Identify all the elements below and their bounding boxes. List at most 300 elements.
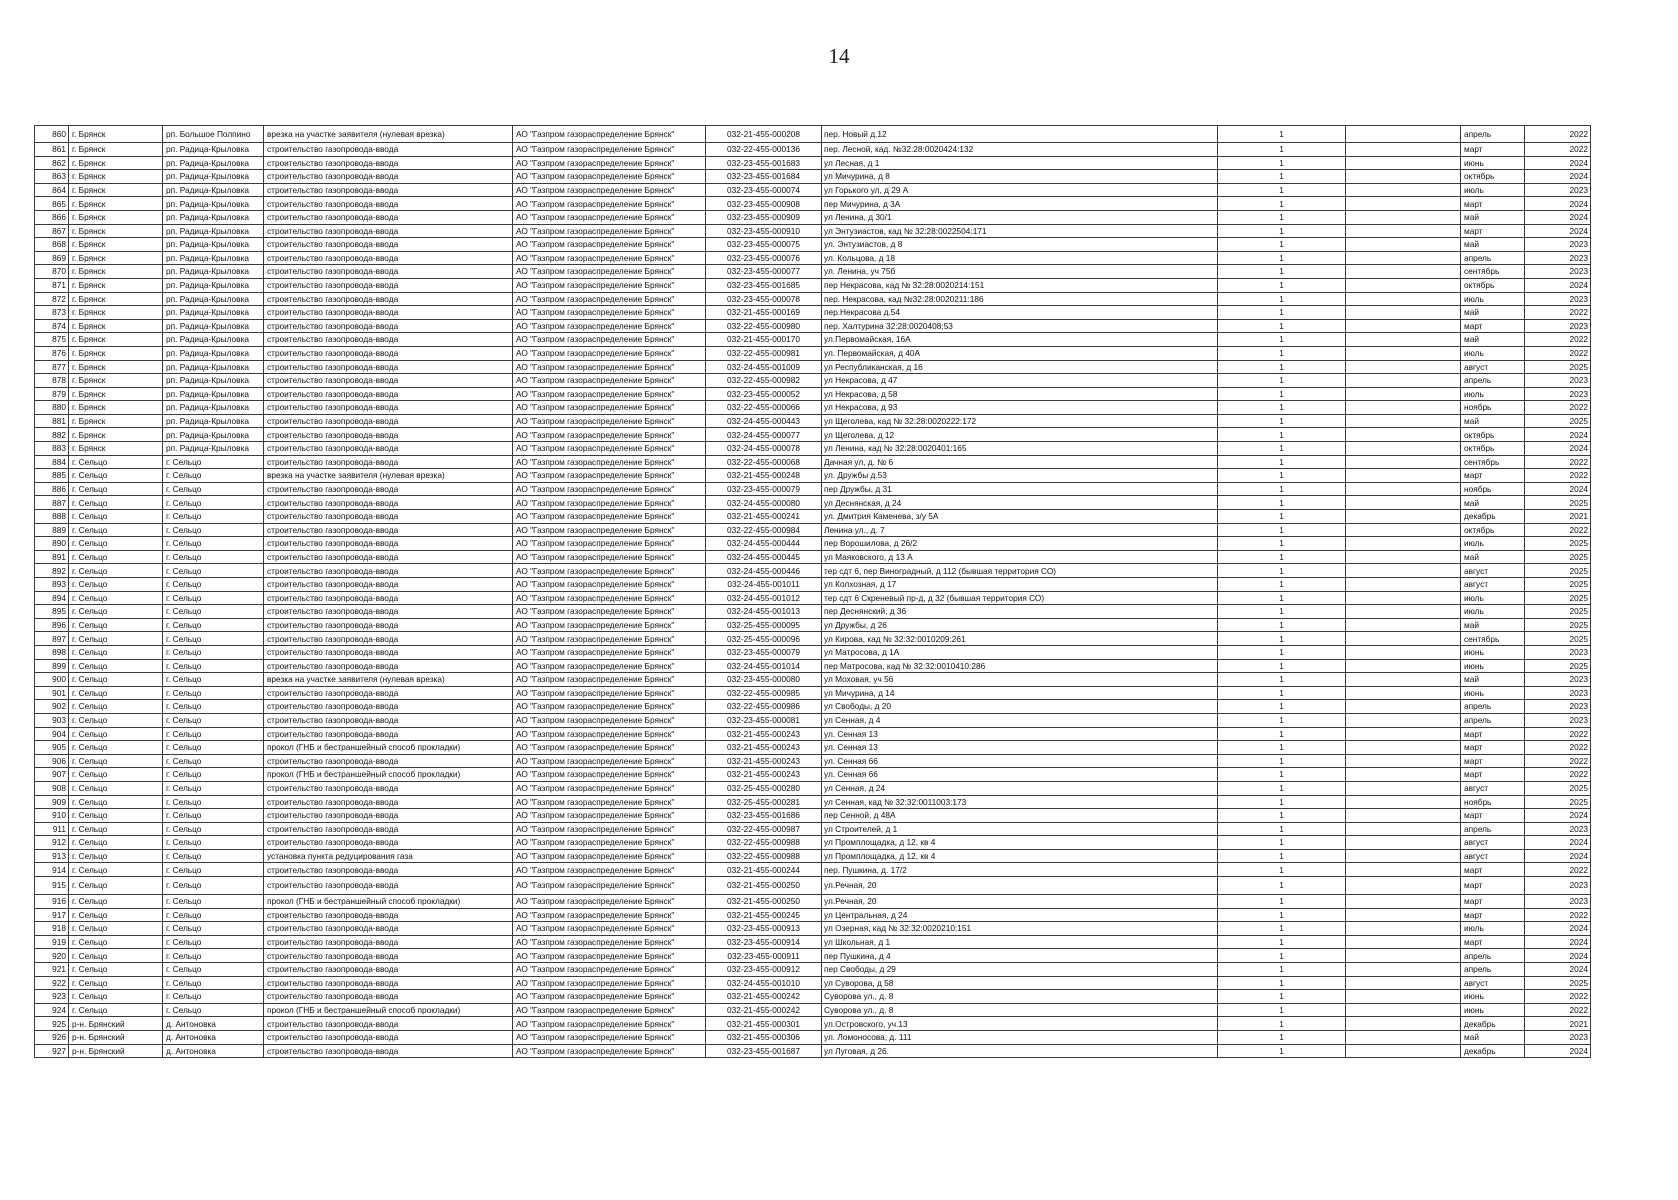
table-row [35, 877, 1591, 895]
row-number-cell: 907 [35, 768, 69, 782]
work-type-cell: строительство газопровода-ввода [264, 278, 513, 292]
year-cell: 2023 [1525, 292, 1591, 306]
address-cell: ул Мичурина, д 8 [822, 170, 1218, 184]
row-number-cell: 890 [35, 537, 69, 551]
row-number-cell: 884 [35, 455, 69, 469]
month-cell: март [1461, 908, 1525, 922]
address-cell: ул Ленина, кад № 32:28:0020401:165 [822, 442, 1218, 456]
quantity-cell: 1 [1218, 251, 1346, 265]
address-cell: пер. Халтурина 32:28:0020408:53 [822, 319, 1218, 333]
row-number-cell: 872 [35, 292, 69, 306]
address-cell: пер. Новый д.12 [822, 126, 1218, 143]
quantity-cell: 1 [1218, 374, 1346, 388]
row-number-cell: 893 [35, 578, 69, 592]
year-cell: 2025 [1525, 618, 1591, 632]
table-body [35, 126, 1591, 1058]
quantity-cell: 1 [1218, 455, 1346, 469]
organization-cell: АО "Газпром газораспределение Брянск" [513, 170, 706, 184]
organization-cell: АО "Газпром газораспределение Брянск" [513, 922, 706, 936]
empty-cell [1346, 265, 1461, 279]
year-cell: 2025 [1525, 605, 1591, 619]
address-cell: ул Свободы, д 20 [822, 700, 1218, 714]
locality-cell: рп. Радица-Крыловка [163, 360, 264, 374]
permit-number-cell: 032-22-455-000985 [706, 686, 822, 700]
organization-cell: АО "Газпром газораспределение Брянск" [513, 455, 706, 469]
row-number-cell: 875 [35, 333, 69, 347]
district-cell: г. Сельцо [69, 990, 163, 1004]
permit-number-cell: 032-23-455-000914 [706, 935, 822, 949]
permit-number-cell: 032-22-455-000066 [706, 401, 822, 415]
locality-cell: рп. Радица-Крыловка [163, 156, 264, 170]
locality-cell: г. Сельцо [163, 523, 264, 537]
work-type-cell: строительство газопровода-ввода [264, 618, 513, 632]
permit-number-cell: 032-23-455-001687 [706, 1044, 822, 1058]
row-number-cell: 918 [35, 922, 69, 936]
table-row [35, 550, 1591, 564]
locality-cell: рп. Радица-Крыловка [163, 278, 264, 292]
row-number-cell: 886 [35, 482, 69, 496]
empty-cell [1346, 319, 1461, 333]
year-cell: 2023 [1525, 1031, 1591, 1045]
organization-cell: АО "Газпром газораспределение Брянск" [513, 754, 706, 768]
year-cell: 2025 [1525, 578, 1591, 592]
district-cell: г. Сельцо [69, 949, 163, 963]
permit-number-cell: 032-21-455-000301 [706, 1017, 822, 1031]
address-cell: ул Лесная, д 1 [822, 156, 1218, 170]
locality-cell: рп. Радица-Крыловка [163, 238, 264, 252]
locality-cell: рп. Радица-Крыловка [163, 210, 264, 224]
table-row [35, 1031, 1591, 1045]
work-type-cell: строительство газопровода-ввода [264, 251, 513, 265]
empty-cell [1346, 591, 1461, 605]
year-cell: 2023 [1525, 387, 1591, 401]
work-type-cell: строительство газопровода-ввода [264, 990, 513, 1004]
address-cell: ул Озерная, кад № 32:32:0020210:151 [822, 922, 1218, 936]
work-type-cell: строительство газопровода-ввода [264, 863, 513, 877]
organization-cell: АО "Газпром газораспределение Брянск" [513, 537, 706, 551]
district-cell: г. Брянск [69, 346, 163, 360]
permit-number-cell: 032-22-455-000986 [706, 700, 822, 714]
quantity-cell: 1 [1218, 360, 1346, 374]
row-number-cell: 920 [35, 949, 69, 963]
quantity-cell: 1 [1218, 238, 1346, 252]
address-cell: Ленина ул., д. 7 [822, 523, 1218, 537]
address-cell: Суворова ул., д. 8 [822, 990, 1218, 1004]
year-cell: 2022 [1525, 908, 1591, 922]
table-row [35, 836, 1591, 850]
table-row [35, 849, 1591, 863]
year-cell: 2025 [1525, 976, 1591, 990]
row-number-cell: 867 [35, 224, 69, 238]
row-number-cell: 873 [35, 306, 69, 320]
locality-cell: г. Сельцо [163, 935, 264, 949]
month-cell: май [1461, 210, 1525, 224]
organization-cell: АО "Газпром газораспределение Брянск" [513, 374, 706, 388]
month-cell: август [1461, 360, 1525, 374]
permit-number-cell: 032-23-455-000910 [706, 224, 822, 238]
address-cell: ул Моховая, уч 56 [822, 673, 1218, 687]
permit-number-cell: 032-24-455-000078 [706, 442, 822, 456]
month-cell: май [1461, 673, 1525, 687]
empty-cell [1346, 990, 1461, 1004]
district-cell: г. Брянск [69, 156, 163, 170]
table-row [35, 659, 1591, 673]
district-cell: г. Сельцо [69, 1003, 163, 1017]
organization-cell: АО "Газпром газораспределение Брянск" [513, 591, 706, 605]
locality-cell: рп. Радица-Крыловка [163, 292, 264, 306]
address-cell: тер сдт 6 Скреневый пр-д, д 32 (бывшая территория СО) [822, 591, 1218, 605]
locality-cell: г. Сельцо [163, 496, 264, 510]
table-row [35, 265, 1591, 279]
empty-cell [1346, 578, 1461, 592]
year-cell: 2023 [1525, 183, 1591, 197]
permit-number-cell: 032-21-455-000243 [706, 768, 822, 782]
organization-cell: АО "Газпром газораспределение Брянск" [513, 863, 706, 877]
year-cell: 2024 [1525, 278, 1591, 292]
locality-cell: г. Сельцо [163, 578, 264, 592]
organization-cell: АО "Газпром газораспределение Брянск" [513, 935, 706, 949]
address-cell: пер Дружбы, д 31 [822, 482, 1218, 496]
empty-cell [1346, 333, 1461, 347]
month-cell: май [1461, 414, 1525, 428]
permit-number-cell: 032-23-455-000079 [706, 482, 822, 496]
address-cell: ул. Ленина, уч 75б [822, 265, 1218, 279]
quantity-cell: 1 [1218, 319, 1346, 333]
quantity-cell: 1 [1218, 387, 1346, 401]
empty-cell [1346, 605, 1461, 619]
organization-cell: АО "Газпром газораспределение Брянск" [513, 949, 706, 963]
district-cell: г. Сельцо [69, 895, 163, 909]
empty-cell [1346, 428, 1461, 442]
table-row [35, 673, 1591, 687]
table-row [35, 333, 1591, 347]
district-cell: г. Брянск [69, 265, 163, 279]
locality-cell: г. Сельцо [163, 673, 264, 687]
work-type-cell: строительство газопровода-ввода [264, 333, 513, 347]
quantity-cell: 1 [1218, 170, 1346, 184]
quantity-cell: 1 [1218, 210, 1346, 224]
district-cell: г. Сельцо [69, 618, 163, 632]
year-cell: 2021 [1525, 510, 1591, 524]
empty-cell [1346, 963, 1461, 977]
table-row [35, 126, 1591, 143]
quantity-cell: 1 [1218, 990, 1346, 1004]
table-row [35, 1003, 1591, 1017]
row-number-cell: 911 [35, 822, 69, 836]
year-cell: 2024 [1525, 442, 1591, 456]
table-row [35, 727, 1591, 741]
organization-cell: АО "Газпром газораспределение Брянск" [513, 645, 706, 659]
year-cell: 2024 [1525, 1044, 1591, 1058]
row-number-cell: 916 [35, 895, 69, 909]
year-cell: 2024 [1525, 224, 1591, 238]
organization-cell: АО "Газпром газораспределение Брянск" [513, 673, 706, 687]
locality-cell: рп. Радица-Крыловка [163, 333, 264, 347]
row-number-cell: 876 [35, 346, 69, 360]
empty-cell [1346, 659, 1461, 673]
district-cell: г. Сельцо [69, 741, 163, 755]
locality-cell: рп. Радица-Крыловка [163, 197, 264, 211]
district-cell: г. Брянск [69, 143, 163, 157]
organization-cell: АО "Газпром газораспределение Брянск" [513, 143, 706, 157]
organization-cell: АО "Газпром газораспределение Брянск" [513, 126, 706, 143]
row-number-cell: 915 [35, 877, 69, 895]
locality-cell: рп. Радица-Крыловка [163, 401, 264, 415]
work-type-cell: строительство газопровода-ввода [264, 713, 513, 727]
address-cell: пер. Лесной, кад. №32:28:0020424:132 [822, 143, 1218, 157]
locality-cell: рп. Радица-Крыловка [163, 183, 264, 197]
empty-cell [1346, 197, 1461, 211]
locality-cell: г. Сельцо [163, 1003, 264, 1017]
table-row [35, 1017, 1591, 1031]
year-cell: 2023 [1525, 877, 1591, 895]
locality-cell: г. Сельцо [163, 469, 264, 483]
permit-number-cell: 032-23-455-000080 [706, 673, 822, 687]
month-cell: май [1461, 333, 1525, 347]
table-row [35, 963, 1591, 977]
empty-cell [1346, 482, 1461, 496]
organization-cell: АО "Газпром газораспределение Брянск" [513, 387, 706, 401]
year-cell: 2022 [1525, 727, 1591, 741]
empty-cell [1346, 618, 1461, 632]
district-cell: г. Сельцо [69, 523, 163, 537]
organization-cell: АО "Газпром газораспределение Брянск" [513, 1044, 706, 1058]
row-number-cell: 926 [35, 1031, 69, 1045]
district-cell: г. Сельцо [69, 605, 163, 619]
row-number-cell: 912 [35, 836, 69, 850]
permit-number-cell: 032-22-455-000068 [706, 455, 822, 469]
table-row [35, 605, 1591, 619]
locality-cell: г. Сельцо [163, 754, 264, 768]
year-cell: 2022 [1525, 455, 1591, 469]
address-cell: ул Промплощадка, д 12, кв 4 [822, 836, 1218, 850]
address-cell: ул Строителей, д 1 [822, 822, 1218, 836]
month-cell: октябрь [1461, 170, 1525, 184]
locality-cell: г. Сельцо [163, 768, 264, 782]
permit-number-cell: 032-23-455-000908 [706, 197, 822, 211]
work-type-cell: строительство газопровода-ввода [264, 238, 513, 252]
month-cell: апрель [1461, 251, 1525, 265]
organization-cell: АО "Газпром газораспределение Брянск" [513, 197, 706, 211]
permit-number-cell: 032-21-455-000242 [706, 990, 822, 1004]
year-cell: 2024 [1525, 210, 1591, 224]
locality-cell: г. Сельцо [163, 482, 264, 496]
month-cell: март [1461, 863, 1525, 877]
permit-number-cell: 032-21-455-000250 [706, 895, 822, 909]
row-number-cell: 909 [35, 795, 69, 809]
empty-cell [1346, 126, 1461, 143]
permit-number-cell: 032-21-455-000306 [706, 1031, 822, 1045]
empty-cell [1346, 224, 1461, 238]
district-cell: г. Сельцо [69, 781, 163, 795]
month-cell: май [1461, 496, 1525, 510]
quantity-cell: 1 [1218, 126, 1346, 143]
empty-cell [1346, 768, 1461, 782]
district-cell: г. Брянск [69, 333, 163, 347]
empty-cell [1346, 374, 1461, 388]
locality-cell: г. Сельцо [163, 922, 264, 936]
district-cell: р-н. Брянский [69, 1031, 163, 1045]
organization-cell: АО "Газпром газораспределение Брянск" [513, 727, 706, 741]
permit-number-cell: 032-23-455-000074 [706, 183, 822, 197]
permit-number-cell: 032-24-455-001010 [706, 976, 822, 990]
empty-cell [1346, 306, 1461, 320]
permit-number-cell: 032-22-455-000988 [706, 849, 822, 863]
month-cell: сентябрь [1461, 455, 1525, 469]
table-row [35, 700, 1591, 714]
work-type-cell: строительство газопровода-ввода [264, 197, 513, 211]
locality-cell: рп. Радица-Крыловка [163, 319, 264, 333]
district-cell: г. Сельцо [69, 922, 163, 936]
quantity-cell: 1 [1218, 877, 1346, 895]
district-cell: г. Сельцо [69, 632, 163, 646]
organization-cell: АО "Газпром газораспределение Брянск" [513, 809, 706, 823]
quantity-cell: 1 [1218, 591, 1346, 605]
organization-cell: АО "Газпром газораспределение Брянск" [513, 564, 706, 578]
quantity-cell: 1 [1218, 686, 1346, 700]
quantity-cell: 1 [1218, 265, 1346, 279]
year-cell: 2024 [1525, 156, 1591, 170]
quantity-cell: 1 [1218, 754, 1346, 768]
district-cell: г. Брянск [69, 401, 163, 415]
address-cell: ул Некрасова, д 93 [822, 401, 1218, 415]
permit-number-cell: 032-21-455-000244 [706, 863, 822, 877]
row-number-cell: 866 [35, 210, 69, 224]
address-cell: пер Свободы, д 29 [822, 963, 1218, 977]
table-row [35, 414, 1591, 428]
month-cell: июнь [1461, 659, 1525, 673]
month-cell: август [1461, 564, 1525, 578]
table-row [35, 442, 1591, 456]
permit-number-cell: 032-22-455-000982 [706, 374, 822, 388]
table-row [35, 922, 1591, 936]
year-cell: 2024 [1525, 935, 1591, 949]
empty-cell [1346, 922, 1461, 936]
organization-cell: АО "Газпром газораспределение Брянск" [513, 360, 706, 374]
empty-cell [1346, 210, 1461, 224]
row-number-cell: 860 [35, 126, 69, 143]
month-cell: июль [1461, 183, 1525, 197]
address-cell: ул Некрасова, д 58 [822, 387, 1218, 401]
empty-cell [1346, 686, 1461, 700]
locality-cell: г. Сельцо [163, 686, 264, 700]
month-cell: июль [1461, 605, 1525, 619]
row-number-cell: 879 [35, 387, 69, 401]
permit-number-cell: 032-21-455-000245 [706, 908, 822, 922]
month-cell: июль [1461, 922, 1525, 936]
year-cell: 2023 [1525, 686, 1591, 700]
work-type-cell: строительство газопровода-ввода [264, 292, 513, 306]
table-row [35, 197, 1591, 211]
organization-cell: АО "Газпром газораспределение Брянск" [513, 238, 706, 252]
work-type-cell: строительство газопровода-ввода [264, 319, 513, 333]
organization-cell: АО "Газпром газораспределение Брянск" [513, 251, 706, 265]
work-type-cell: строительство газопровода-ввода [264, 183, 513, 197]
organization-cell: АО "Газпром газораспределение Брянск" [513, 963, 706, 977]
district-cell: г. Сельцо [69, 836, 163, 850]
table-row [35, 251, 1591, 265]
locality-cell: рп. Радица-Крыловка [163, 442, 264, 456]
permit-number-cell: 032-24-455-000080 [706, 496, 822, 510]
locality-cell: г. Сельцо [163, 550, 264, 564]
work-type-cell: строительство газопровода-ввода [264, 306, 513, 320]
month-cell: апрель [1461, 949, 1525, 963]
permit-number-cell: 032-24-455-000444 [706, 537, 822, 551]
row-number-cell: 910 [35, 809, 69, 823]
address-cell: ул.Речная, 20 [822, 877, 1218, 895]
empty-cell [1346, 251, 1461, 265]
quantity-cell: 1 [1218, 605, 1346, 619]
month-cell: апрель [1461, 713, 1525, 727]
address-cell: ул Суворова, д 58 [822, 976, 1218, 990]
empty-cell [1346, 496, 1461, 510]
month-cell: март [1461, 197, 1525, 211]
table-row [35, 781, 1591, 795]
locality-cell: г. Сельцо [163, 809, 264, 823]
organization-cell: АО "Газпром газораспределение Брянск" [513, 1017, 706, 1031]
address-cell: ул Сенная, кад № 32:32:0011003:173 [822, 795, 1218, 809]
permit-number-cell: 032-21-455-000243 [706, 754, 822, 768]
table-row [35, 319, 1591, 333]
address-cell: ул. Сенная 13 [822, 727, 1218, 741]
organization-cell: АО "Газпром газораспределение Брянск" [513, 496, 706, 510]
month-cell: апрель [1461, 374, 1525, 388]
work-type-cell: строительство газопровода-ввода [264, 605, 513, 619]
locality-cell: г. Сельцо [163, 713, 264, 727]
locality-cell: рп. Радица-Крыловка [163, 170, 264, 184]
page-number: 14 [828, 44, 850, 68]
row-number-cell: 869 [35, 251, 69, 265]
quantity-cell: 1 [1218, 822, 1346, 836]
empty-cell [1346, 401, 1461, 415]
quantity-cell: 1 [1218, 564, 1346, 578]
empty-cell [1346, 455, 1461, 469]
empty-cell [1346, 550, 1461, 564]
organization-cell: АО "Газпром газораспределение Брянск" [513, 795, 706, 809]
work-type-cell: строительство газопровода-ввода [264, 659, 513, 673]
address-cell: ул Ленина, д 30/1 [822, 210, 1218, 224]
month-cell: июнь [1461, 156, 1525, 170]
district-cell: г. Сельцо [69, 455, 163, 469]
work-type-cell: строительство газопровода-ввода [264, 374, 513, 388]
address-cell: ул Республиканская, д 16 [822, 360, 1218, 374]
organization-cell: АО "Газпром газораспределение Брянск" [513, 632, 706, 646]
year-cell: 2022 [1525, 768, 1591, 782]
row-number-cell: 868 [35, 238, 69, 252]
work-type-cell: прокол (ГНБ и бестраншейный способ прокладки) [264, 768, 513, 782]
quantity-cell: 1 [1218, 550, 1346, 564]
address-cell: Суворова ул., д. 8 [822, 1003, 1218, 1017]
empty-cell [1346, 700, 1461, 714]
row-number-cell: 913 [35, 849, 69, 863]
month-cell: декабрь [1461, 1017, 1525, 1031]
month-cell: июль [1461, 537, 1525, 551]
locality-cell: г. Сельцо [163, 727, 264, 741]
district-cell: г. Сельцо [69, 822, 163, 836]
district-cell: г. Брянск [69, 170, 163, 184]
empty-cell [1346, 949, 1461, 963]
work-type-cell: строительство газопровода-ввода [264, 496, 513, 510]
quantity-cell: 1 [1218, 414, 1346, 428]
locality-cell: г. Сельцо [163, 863, 264, 877]
organization-cell: АО "Газпром газораспределение Брянск" [513, 428, 706, 442]
permit-number-cell: 032-22-455-000136 [706, 143, 822, 157]
district-cell: г. Сельцо [69, 795, 163, 809]
locality-cell: д. Антоновка [163, 1017, 264, 1031]
locality-cell: г. Сельцо [163, 781, 264, 795]
permit-number-cell: 032-23-455-000075 [706, 238, 822, 252]
month-cell: март [1461, 877, 1525, 895]
